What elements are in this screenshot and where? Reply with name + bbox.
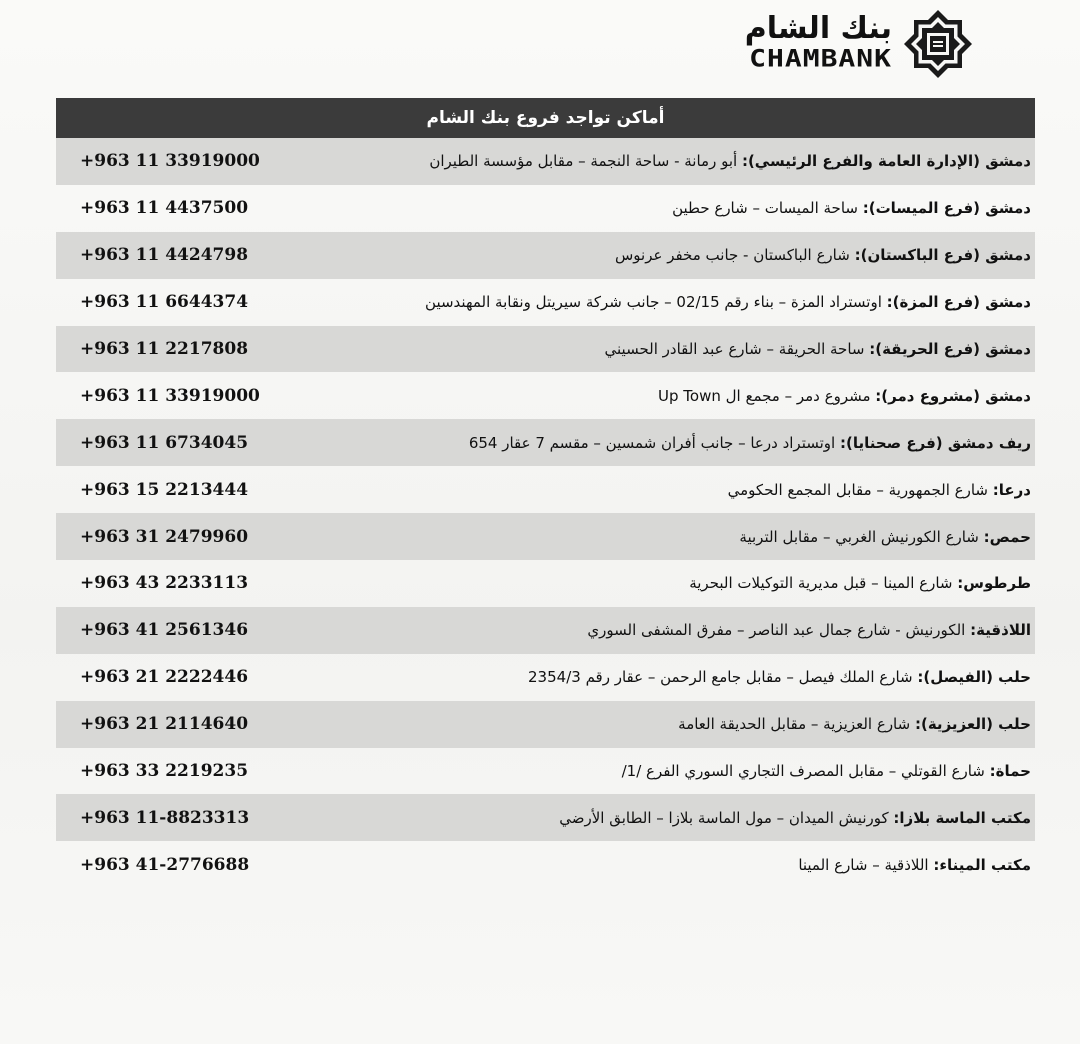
row-address: [798, 856, 1031, 874]
row-branch-name: دمشق (فرع المزة):: [886, 293, 1031, 312]
row-branch-name: حمص:: [983, 527, 1031, 546]
row-phone: +963 11 6644374: [80, 292, 249, 313]
row-branch-address: الكورنيش - شارع جمال عبد الناصر – مفرق المشفى السوري: [587, 621, 966, 640]
logo-text: [745, 12, 892, 76]
row-branch-address: اوتستراد درعا – جانب أفران شمسين – مقسم 7 عقار 654: [468, 433, 836, 452]
table-row: [56, 560, 1035, 607]
row-branch-name: حلب (العزيزية):: [914, 715, 1031, 734]
row-branch-address: شارع الكورنيش الغربي – مقابل التربية: [739, 527, 979, 546]
row-branch-name: اللاذقية:: [970, 621, 1031, 640]
row-address: [739, 528, 1031, 546]
row-address: [605, 340, 1031, 358]
row-branch-name: دمشق (فرع الميسات):: [862, 199, 1031, 218]
row-phone: +963 11-8823313: [80, 807, 250, 828]
row-address: [622, 762, 1031, 780]
row-phone: +963 21 2114640: [80, 714, 249, 735]
table-row: [56, 748, 1035, 795]
row-phone: +963 11 33919000: [80, 151, 260, 172]
row-phone: +963 11 33919000: [80, 385, 260, 406]
row-address: [615, 246, 1031, 264]
row-address: [559, 809, 1031, 827]
cham-bank-octagon-logo-icon: [902, 8, 974, 80]
row-address: [658, 387, 1031, 405]
branches-table: [56, 98, 1035, 888]
table-row: [56, 185, 1035, 232]
row-branch-address: شارع العزيزية – مقابل الحديقة العامة: [678, 715, 911, 734]
row-branch-name: حماة:: [989, 762, 1031, 781]
row-branch-address: شارع الجمهورية – مقابل المجمع الحكومي: [727, 480, 988, 499]
row-branch-name: دمشق (فرع الحريقة):: [869, 340, 1031, 358]
row-address: [425, 293, 1031, 311]
table-row: [56, 279, 1035, 326]
table-row: [56, 513, 1035, 560]
row-branch-name: مكتب الماسة بلازا:: [893, 808, 1031, 827]
row-branch-address: اللاذقية – شارع المينا: [798, 855, 929, 874]
row-phone: +963 21 2222446: [80, 667, 249, 688]
row-phone: +963 31 2479960: [80, 526, 249, 547]
row-phone: +963 43 2233113: [80, 573, 249, 594]
table-row: [56, 841, 1035, 888]
table-row: [56, 326, 1035, 373]
table-row: [56, 794, 1035, 841]
row-branch-name: طرطوس:: [957, 574, 1031, 593]
table-row: [56, 607, 1035, 654]
logo-english-name: CHAMBANK: [749, 44, 892, 73]
row-branch-address: ساحة الميسات – شارع حطين: [672, 199, 858, 218]
table-row: [56, 232, 1035, 279]
row-branch-address: شارع الملك فيصل – مقابل جامع الرحمن – عقار رقم 2354/3: [528, 668, 913, 687]
row-branch-address: أبو رمانة - ساحة النجمة – مقابل مؤسسة الطيران: [429, 152, 738, 171]
logo-arabic-name: بنك الشام: [744, 11, 892, 46]
row-branch-address: شارع الباكستان - جانب مخفر عرنوس: [614, 246, 850, 265]
row-branch-name: حلب (الفيصل):: [917, 668, 1031, 687]
row-address: [469, 434, 1031, 452]
row-branch-address: ساحة الحريقة – شارع عبد القادر الحسيني: [604, 340, 865, 358]
row-address: [728, 481, 1031, 499]
row-branch-name: درعا:: [992, 480, 1031, 499]
row-branch-name: دمشق (الإدارة العامة والفرع الرئيسي):: [741, 152, 1031, 171]
row-phone: +963 41-2776688: [80, 854, 250, 875]
row-phone: +963 41 2561346: [80, 620, 249, 641]
row-branch-name: دمشق (مشروع دمر):: [875, 386, 1031, 405]
row-phone: +963 11 2217808: [80, 339, 249, 359]
row-branch-name: مكتب الميناء:: [933, 855, 1031, 874]
row-phone: +963 11 4437500: [80, 198, 249, 219]
bank-logo: [745, 8, 974, 80]
table-row: [56, 654, 1035, 701]
row-branch-address: مشروع دمر – مجمع ال Up Town: [658, 386, 871, 405]
row-branch-address: شارع القوتلي – مقابل المصرف التجاري السوري الفرع /1/: [621, 762, 985, 781]
table-row: [56, 372, 1035, 419]
table-row: [56, 419, 1035, 466]
row-branch-address: كورنيش الميدان – مول الماسة بلازا – الطابق الأرضي: [559, 808, 889, 827]
table-row: [56, 138, 1035, 185]
row-phone: +963 11 6734045: [80, 432, 249, 453]
row-address: [678, 715, 1031, 733]
row-address: [429, 152, 1031, 170]
row-branch-name: دمشق (فرع الباكستان):: [854, 246, 1031, 265]
table-row: [56, 701, 1035, 748]
row-branch-address: شارع المينا – قبل مديرية التوكيلات البحرية: [689, 574, 953, 593]
row-phone: +963 11 4424798: [80, 245, 249, 266]
row-address: [528, 668, 1031, 686]
row-branch-address: اوتستراد المزة – بناء رقم 02/15 – جانب شركة سيريتل ونقابة المهندسين: [425, 293, 882, 312]
row-address: [587, 621, 1031, 639]
row-branch-name: ريف دمشق (فرع صحنايا):: [839, 433, 1031, 452]
row-address: [672, 199, 1031, 217]
table-title: أماكن تواجد فروع بنك الشام: [56, 98, 1035, 138]
row-phone: +963 15 2213444: [80, 479, 249, 500]
row-address: [689, 574, 1031, 592]
row-phone: +963 33 2219235: [80, 761, 249, 782]
table-row: [56, 466, 1035, 513]
